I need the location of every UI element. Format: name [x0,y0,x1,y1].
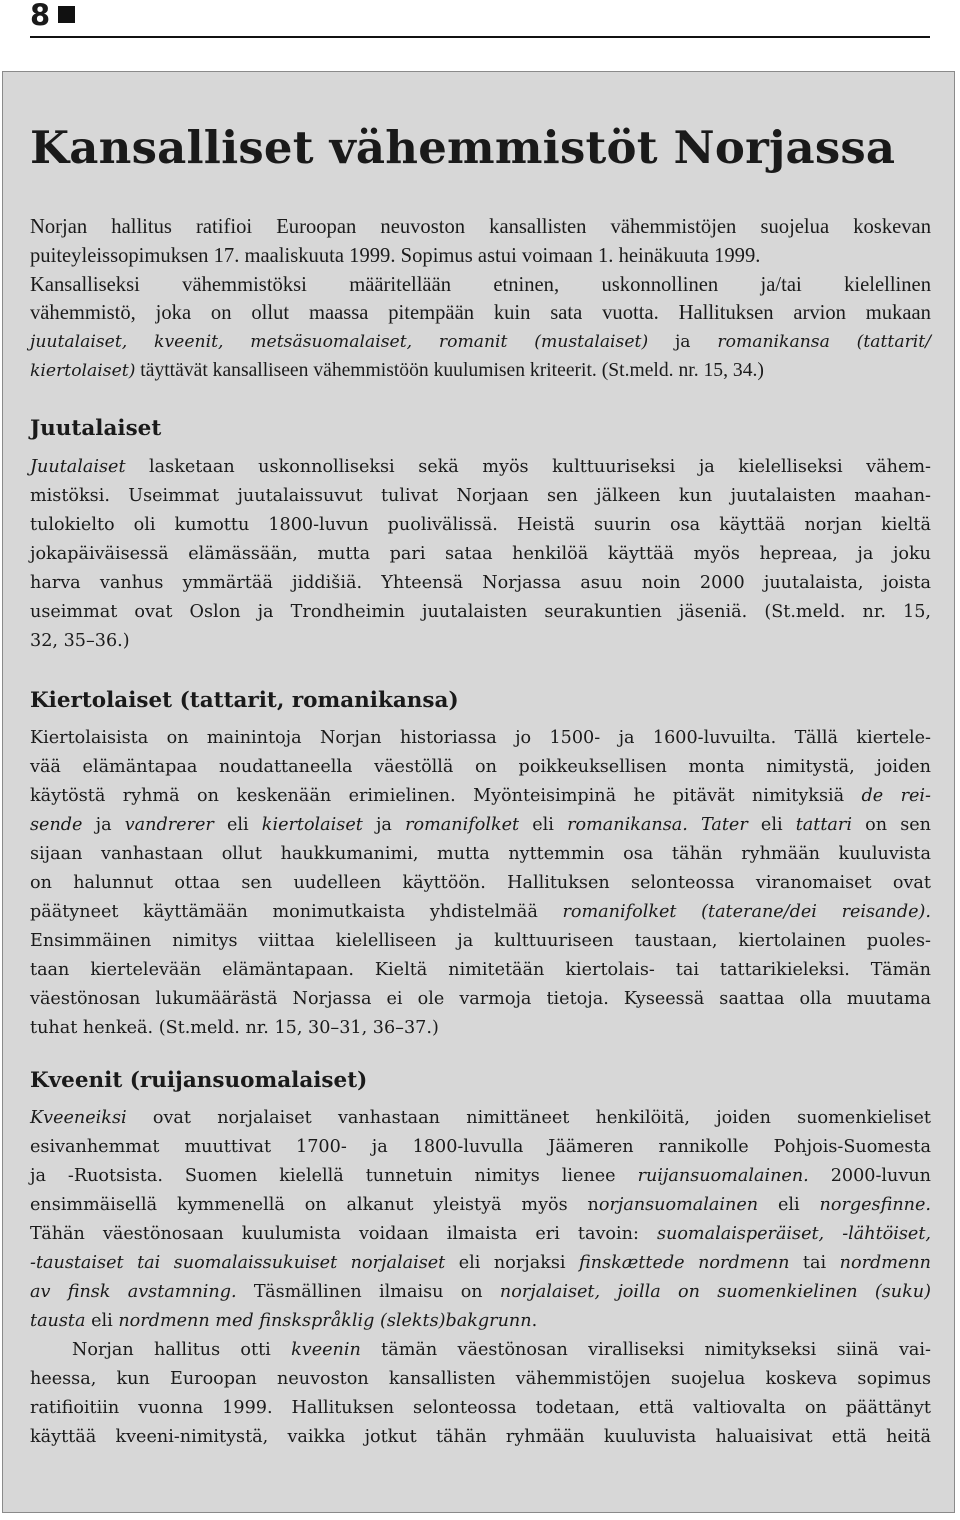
text-span: juutalaiset, kveenit, metsäsuomalaiset, romanit (mustalaiset) [30,332,649,353]
text-span: Kveeneiksi [30,1108,127,1128]
text-span: eli [519,815,568,835]
text-line: tuhat henkeä. (St.meld. nr. 15, 30–31, 36–37.) [30,1018,439,1038]
text-span: orjansuomalainen [598,1195,759,1215]
text-span: kveenin [291,1340,361,1360]
section-body-kiertolaiset [30,724,931,1043]
section-body-juutalaiset [30,453,931,656]
text-line: taan kiertelevään elämäntapaan. Kieltä nimitetään kiertolais- tai tattarikieleksi. Tämän [30,960,931,980]
text-span: norjalaiset, joilla on suomenkielinen (suku) [499,1282,931,1302]
text-span: Tater [700,815,748,835]
text-span: eli norjaksi [445,1253,580,1273]
text-line: harva vanhus ymmärtää jiddišiä. Yhteensä Norjassa asuu noin 2000 juutalaista, joista [30,573,931,593]
text-line: Norjan hallitus ratifioi Euroopan neuvoston kansallisten vähemmistöjen suojelua koskevan [30,216,931,238]
text-span: lasketaan uskonnolliseksi sekä myös kulttuuriseksi ja kielelliseksi vähem- [125,457,931,477]
text-line [30,782,931,811]
text-span: eli [758,1195,820,1215]
text-span: ovat norjalaiset vanhastaan nimittäneet henkilöitä, joiden suomenkieliset [126,1108,931,1128]
intro-paragraph [30,213,931,386]
text-line [30,1249,931,1278]
text-span: vähemmistö, joka on ollut maassa pitempään kuin sata vuotta. [30,302,659,325]
text-span: suomalaisperäiset, -lähtöiset, [656,1224,931,1244]
text-span: . [531,1311,538,1331]
text-span: tai [789,1253,840,1273]
text-line: vää elämäntapaa noudattaneella väestöllä on poikkeuksellisen monta nimitystä, joiden [30,757,931,777]
text-span: on sen [851,815,931,835]
text-line [30,811,931,840]
text-line [30,1191,931,1220]
text-span: Hallituksen arvion mukaan [658,302,931,325]
text-line: väestönosan lukumäärästä Norjassa ei ole varmoja tietoja. Kyseessä saattaa olla muutama [30,989,931,1009]
text-span: norgesfinne. [819,1195,931,1215]
text-span: ruijansuomalainen. [637,1166,809,1186]
text-span: ja [648,332,718,353]
text-span: romanifolket [405,815,520,835]
text-span: eli [213,815,262,835]
text-span: Juutalaiset [30,457,126,477]
page-header [30,0,930,38]
text-span: Tähän väestönosaan kuulumista voidaan ilmaista eri tavoin: [30,1224,657,1244]
text-line: puiteyleissopimuksen 17. maaliskuuta 1999. Sopimus astui voimaan 1. heinäkuuta 1999. [30,244,761,267]
text-span: Täsmällinen ilmaisu on [236,1282,500,1302]
text-span [688,815,701,835]
text-span: sende [30,815,83,835]
text-line: useimmat ovat Oslon ja Trondheimin juutalaisten seurakuntien jäseniä. (St.meld. nr. 15, [30,602,931,622]
text-span: vandrerer [124,815,214,835]
text-line [30,299,931,328]
text-line: Ensimmäinen nimitys viittaa kielelliseen ja kulttuuriseen taustaan, kiertolainen puoles- [30,931,931,951]
page-title: Kansalliset vähemmistöt Norjassa [30,121,896,174]
text-line: sijaan vanhastaan ollut haukkumanimi, mutta nyttemmin osa tähän ryhmään kuuluvista [30,844,931,864]
text-span: 2000-luvun [808,1166,931,1186]
text-line: käyttää kveeni-nimitystä, vaikka jotkut tähän ryhmään kuuluvista haluaisivat että heitä [30,1427,931,1447]
text-span: käytöstä ryhmä on keskenään erimielinen. Myönteisimpinä he pitävät nimityksiä [30,786,862,806]
text-span: tattari [795,815,852,835]
text-line [30,1336,931,1365]
text-line [30,1162,931,1191]
text-line [30,1307,931,1336]
text-span: eli [85,1311,119,1331]
text-span: tausta [30,1311,86,1331]
section-heading-kiertolaiset: Kiertolaiset (tattarit, romanikansa) [30,688,459,713]
page-number: 8 [30,0,51,32]
text-line: on halunnut ottaa sen uudelleen käyttöön. Hallituksen selonteossa viranomaiset ovat [30,873,931,893]
text-span: romanifolket (taterane/dei reisande). [562,902,931,922]
text-line: tulokielto oli kumottu 1800-luvun puolivälissä. Heistä suurin osa käyttää norjan kieltä [30,515,931,535]
text-line: heessa, kun Euroopan neuvoston kansallisten vähemmistöjen suojelua koskeva sopimus [30,1369,931,1389]
section-heading-juutalaiset: Juutalaiset [30,416,162,441]
text-line [30,898,931,927]
section-body-kveenit [30,1104,931,1452]
text-line: ratifioitiin vuonna 1999. Hallituksen selonteossa todetaan, että valtiovalta on päättänyt [30,1398,931,1418]
square-marker-icon [58,6,75,23]
text-line: esivanhemmat muuttivat 1700- ja 1800-luvulla Jäämeren rannikolle Pohjois-Suomesta [30,1137,931,1157]
text-line: Kiertolaisista on mainintoja Norjan historiassa jo 1500- ja 1600-luvuilta. Tällä kiertele- [30,728,931,748]
text-span: ja -Ruotsista. Suomen kielellä tunnetuin nimitys lienee [30,1166,638,1186]
text-span: päätyneet käyttämään monimutkaista yhdistelmää [30,902,563,922]
text-line: Kansalliseksi vähemmistöksi määritellään etninen, uskonnollinen ja/tai kielellinen [30,273,931,296]
text-line [30,1278,931,1307]
text-span: täyttävät kansalliseen vähemmistöön kuulumisen kriteerit. (St.meld. nr. 15, 34.) [135,359,764,381]
text-line [30,328,931,357]
text-span: romanikansa (tattarit/ [717,332,931,353]
text-span: romanikansa. [567,815,688,835]
text-span: -taustaiset tai suomalaissukuiset norjalaiset [30,1253,446,1273]
text-line [30,1104,931,1133]
text-line [30,357,931,386]
text-span: av finsk avstamning. [30,1282,237,1302]
text-span: ensimmäisellä kymmenellä on alkanut yleistyä myös n [30,1195,599,1215]
text-line [30,1220,931,1249]
text-line: mistöksi. Useimmat juutalaissuvut tulivat Norjaan sen jälkeen kun juutalaisten maahan- [30,486,931,506]
text-span: ja [362,815,406,835]
text-span: Norjan hallitus otti [72,1340,292,1360]
text-line: 32, 35–36.) [30,631,130,651]
text-span: kiertolaiset) [30,360,136,381]
text-span: tämän väestönosan viralliseksi nimitykseksi siinä vai- [360,1340,931,1360]
text-line [30,453,931,482]
text-span: ja [82,815,125,835]
text-line: jokapäiväisessä elämässään, mutta pari sataa henkilöä käyttää myös hepreaa, ja joku [30,544,931,564]
section-heading-kveenit: Kveenit (ruijansuomalaiset) [30,1068,368,1093]
text-span: finskættede nordmenn [579,1253,790,1273]
text-span: de rei- [861,786,931,806]
text-span: nordmenn med finskspråklig (slekts)bakgrunn [118,1311,532,1331]
text-span: nordmenn [839,1253,931,1273]
text-span: eli [747,815,796,835]
text-span: kiertolaiset [261,815,363,835]
